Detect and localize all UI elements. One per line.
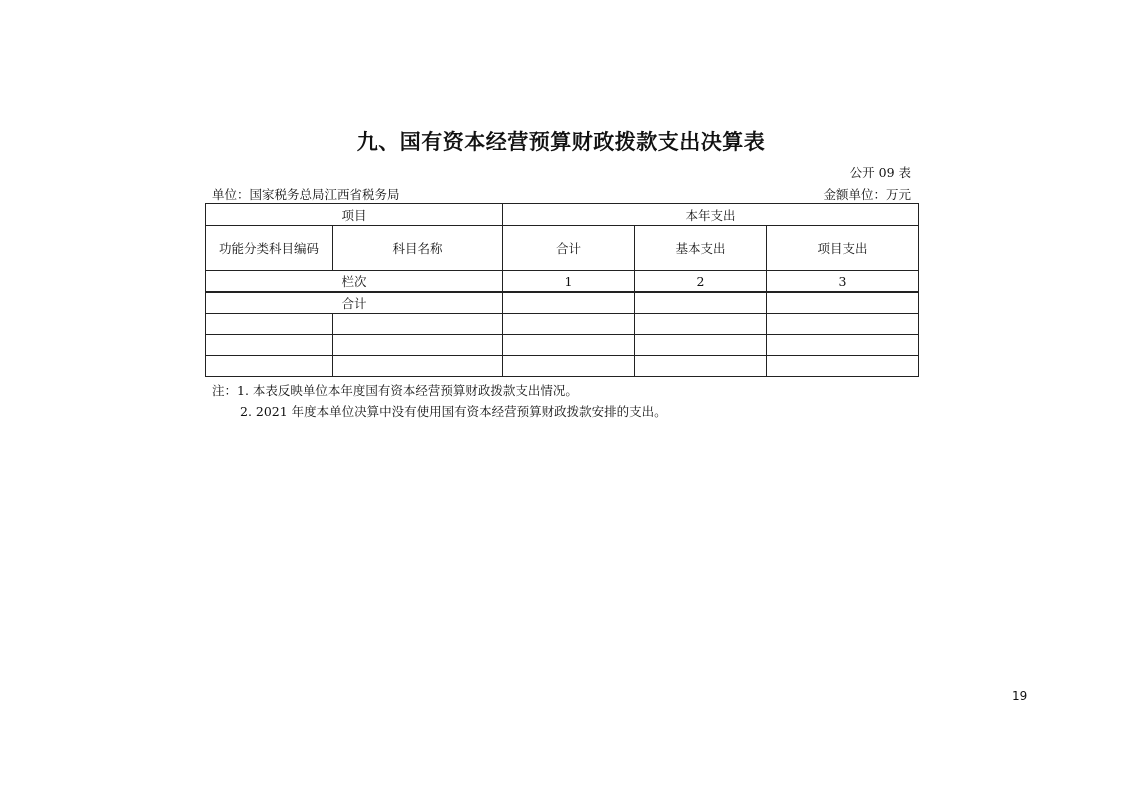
- table-subheader-row: [206, 226, 919, 271]
- header-total: 合计: [503, 226, 635, 271]
- table-cell: [333, 356, 503, 377]
- column-number-3: 3: [767, 271, 919, 293]
- column-number-label: 栏次: [206, 271, 503, 293]
- table-cell: [635, 356, 767, 377]
- header-basic-expenditure: 基本支出: [635, 226, 767, 271]
- table-cell: [767, 292, 919, 314]
- table-cell: [206, 335, 333, 356]
- table-cell: [635, 292, 767, 314]
- reporting-unit: 单位：国家税务总局江西省税务局: [212, 187, 400, 202]
- page-title: 九、国有资本经营预算财政拨款支出决算表: [356, 130, 766, 154]
- table-cell: [503, 356, 635, 377]
- table-cell: [767, 356, 919, 377]
- table-cell: [333, 335, 503, 356]
- column-number-row: [206, 271, 919, 293]
- table-header-row: [206, 204, 919, 226]
- header-subject-name: 科目名称: [333, 226, 503, 271]
- header-expenditure-group: 本年支出: [503, 204, 919, 226]
- total-row-label: 合计: [206, 292, 503, 314]
- note-1: 注：1. 本表反映单位本年度国有资本经营预算财政拨款支出情况。: [212, 383, 578, 398]
- expenditure-table: [205, 203, 919, 377]
- column-number-1: 1: [503, 271, 635, 293]
- table-row: [206, 314, 919, 335]
- table-row: [206, 356, 919, 377]
- table-cell: [503, 314, 635, 335]
- table-cell: [767, 314, 919, 335]
- table-row: [206, 335, 919, 356]
- table-cell: [767, 335, 919, 356]
- table-cell: [503, 292, 635, 314]
- table-cell: [333, 314, 503, 335]
- form-number: 公开 09 表: [849, 165, 911, 180]
- column-number-2: 2: [635, 271, 767, 293]
- header-project-expenditure: 项目支出: [767, 226, 919, 271]
- page-number: 19: [1012, 689, 1028, 703]
- header-function-code: 功能分类科目编码: [206, 226, 333, 271]
- amount-unit: 金额单位：万元: [823, 187, 911, 202]
- table-cell: [206, 356, 333, 377]
- table-cell: [635, 335, 767, 356]
- table-cell: [206, 314, 333, 335]
- header-project-group: 项目: [206, 204, 503, 226]
- table-cell: [635, 314, 767, 335]
- note-2: 2. 2021 年度本单位决算中没有使用国有资本经营预算财政拨款安排的支出。: [240, 404, 667, 419]
- total-row: [206, 292, 919, 314]
- table-cell: [503, 335, 635, 356]
